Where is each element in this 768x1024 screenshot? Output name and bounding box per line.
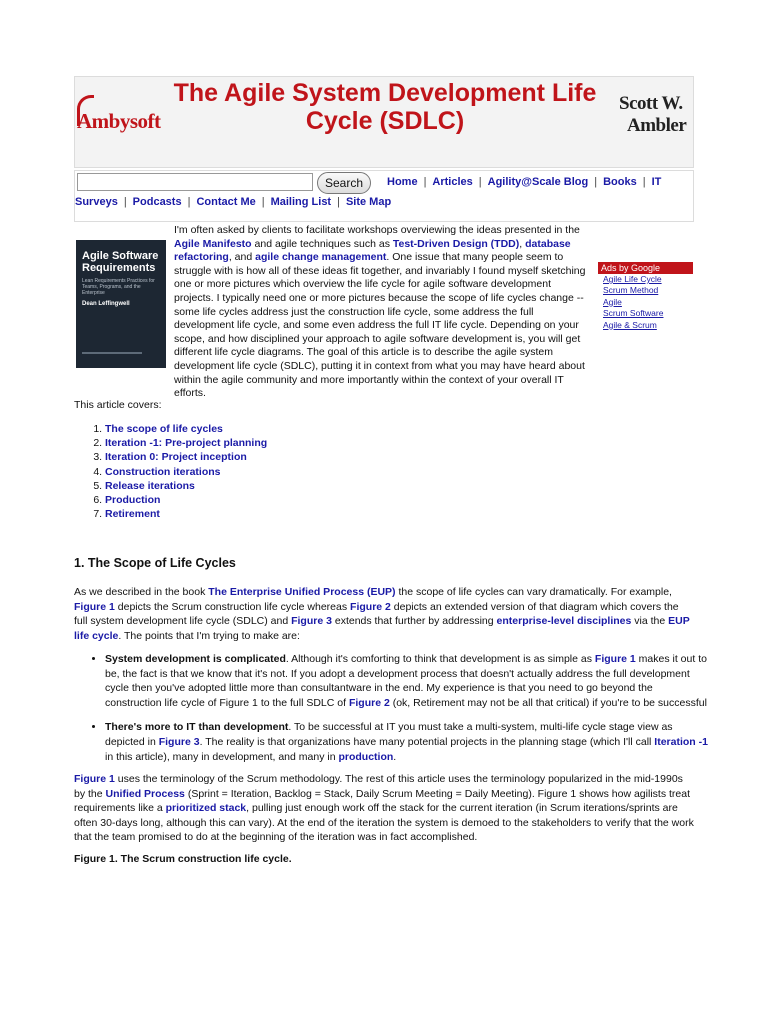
nav-link-books[interactable]: Books — [603, 176, 637, 188]
nav-link-blog[interactable]: Agility@Scale Blog — [487, 176, 589, 188]
section-heading-scope: 1. The Scope of Life Cycles — [74, 556, 236, 570]
link-agile-manifesto[interactable]: Agile Manifesto — [174, 237, 252, 250]
ad-item — [603, 320, 693, 331]
link-production[interactable]: production — [338, 750, 394, 763]
link-figure-2[interactable]: Figure 2 — [350, 600, 391, 613]
link-figure-3[interactable]: Figure 3 — [158, 735, 200, 748]
search-button[interactable]: Search — [317, 172, 371, 194]
link-figure-1[interactable]: Figure 1 — [594, 653, 636, 665]
toc-item — [105, 507, 267, 521]
toc-link-iteration-0[interactable]: Iteration 0: Project inception — [105, 451, 247, 464]
nav-link-contact[interactable]: Contact Me — [196, 196, 256, 208]
ads-heading[interactable]: Ads by Google — [598, 262, 693, 274]
link-figure-1[interactable]: Figure 1 — [74, 773, 115, 785]
toc-link-iteration-minus1[interactable]: Iteration -1: Pre-project planning — [105, 437, 268, 450]
link-database-refactoring[interactable]: database refactoring — [174, 237, 571, 264]
book-subtitle: Lean Requirements Practices for Teams, Programs, and the Enterprise — [82, 278, 155, 296]
list-item: • There's more to IT than development. To be successful at IT you must take a multi-system, multi-life cycle stage view as depicted in Figure 3. The reality is that organizations have many potential projects in the planning stage (which I'll call Iteration -1 in this article), many in development, and many in production. — [105, 720, 709, 764]
link-prioritized-stack[interactable]: prioritized stack — [165, 802, 247, 815]
scott-ambler-logo[interactable] — [615, 91, 693, 151]
scrum-terminology-paragraph: Figure 1 uses the terminology of the Scrum methodology. The rest of this article uses the terminology popularized in the mid-1990s by the Unified Process (Sprint = Iteration, Backlog = Stack, Daily Scrum Meeting = Daily Meeting). Figure 1 shows how agilists treat requirements like a prioritized stack, pulling just enough work off the stack for the current iteration (in Scrum iterations/sprints are often 30-days long, although this can vary). At the end of the iteration the system is demoed to the stakeholders to verify that the work that the team promised to do at the beginning of the iteration was in fact accomplished. — [74, 773, 694, 844]
ads-list — [598, 274, 693, 331]
nav-link-it-surveys-part1[interactable]: IT — [651, 176, 662, 188]
page-header — [74, 76, 694, 168]
search-input[interactable] — [77, 173, 313, 191]
book-cover-ad[interactable] — [76, 240, 166, 368]
ad-link-agile-life-cycle[interactable]: Agile Life Cycle — [603, 274, 662, 284]
nav-link-site-map[interactable]: Site Map — [345, 196, 392, 208]
nav-link-articles[interactable]: Articles — [432, 176, 473, 188]
ad-link-agile[interactable]: Agile — [603, 296, 622, 307]
ad-item — [603, 297, 693, 308]
list-item: • System development is complicated. Although it's comforting to think that development is as simple as Figure 1 makes it out to be, the fact is that we know that it's not. If you adopt a development process that doesn't actually address the full development cycle then you've adopted little more than consultantware in the end. My experience is that you need to go beyond the construction life cycle of Figure 1 to the full SDLC of Figure 2 (ok, Retirement may not be all that critical) if you're to be successful — [105, 652, 709, 710]
toc-item — [105, 479, 267, 493]
toc-link-construction[interactable]: Construction iterations — [105, 465, 221, 478]
scott-logo-line1: Scott W. — [619, 93, 683, 114]
toc-item — [105, 436, 267, 450]
ambysoft-logo-text: Ambysoft — [77, 109, 161, 133]
google-ads-box — [598, 262, 693, 331]
toc-item — [105, 493, 267, 507]
scope-paragraph: As we described in the book The Enterprise Unified Process (EUP) the scope of life cycles can vary dramatically. For example, Figure 1 depicts the Scrum construction life cycle whereas Figure 2 depicts an extended version of that diagram which covers the full system development life cycle (SDLC) and Figure 3 extends that further by addressing enterprise-level disciplines via the EUP life cycle. The points that I'm trying to make are: — [74, 586, 690, 642]
nav-link-podcasts[interactable]: Podcasts — [132, 196, 182, 208]
ad-link-scrum-method[interactable]: Scrum Method — [603, 285, 659, 296]
link-figure-3[interactable]: Figure 3 — [291, 615, 332, 628]
nav-link-mailing-list[interactable]: Mailing List — [270, 196, 332, 208]
nav-links-row1: Home | Articles | Agility@Scale Blog | Books | IT — [387, 176, 662, 188]
toc-item — [105, 465, 267, 479]
ambysoft-logo[interactable] — [75, 91, 161, 151]
ad-link-scrum-software[interactable]: Scrum Software — [603, 308, 664, 319]
scott-logo-line2: Ambler — [627, 115, 687, 136]
figure-caption: Figure 1. The Scrum construction life cycle. — [74, 853, 292, 865]
link-iteration-minus1[interactable]: Iteration -1 — [654, 735, 708, 748]
link-enterprise-disciplines[interactable]: enterprise-level disciplines — [496, 615, 632, 628]
ad-item — [603, 285, 693, 296]
intro-paragraph: I'm often asked by clients to facilitate workshops overviewing the ideas presented in the Agile Manifesto and agile techniques such as Test-Driven Design (TDD), database refactoring, and agile change management. One issue that many people seem to struggle with is how all of these ideas fit together, and invariably I found myself sketching one or more pictures which overview the life cycle for agile software development projects. I typically need one or more pictures because the scope of life cycles change -- some life cycles address just the construction life cycle, some address the full development life cycle, and some even address the full IT life cycle. Depending on your scope, and how disciplined your approach to agile software development is, you will get different life cycle diagrams. The goal of this article is to describe the agile system development life cycle (SDLC), putting it in context from what you may have heard about within the agile community and more importantly within the context of your overall IT efforts. — [174, 224, 586, 400]
ad-item — [603, 308, 693, 319]
nav-link-it-surveys-part2[interactable]: Surveys — [75, 196, 118, 208]
toc-link-release[interactable]: Release iterations — [105, 479, 195, 492]
nav-link-home[interactable]: Home — [387, 176, 418, 188]
link-tdd[interactable]: Test-Driven Design (TDD) — [392, 237, 520, 250]
link-unified-process[interactable]: Unified Process — [105, 787, 185, 800]
key-points-list — [92, 652, 709, 774]
book-author: Dean Leffingwell — [82, 301, 130, 307]
link-figure-1[interactable]: Figure 1 — [74, 600, 115, 613]
toc-item — [105, 422, 267, 436]
page-title: The Agile System Development Life Cycle (SDLC) — [173, 79, 597, 135]
link-eup-life-cycle[interactable]: EUP life cycle — [74, 615, 690, 642]
nav-bar — [74, 170, 694, 222]
toc-link-scope[interactable]: The scope of life cycles — [105, 423, 223, 435]
ad-link-agile-scrum[interactable]: Agile & Scrum — [603, 319, 657, 330]
link-agile-change-management[interactable]: agile change management — [255, 251, 387, 264]
toc-item — [105, 450, 267, 464]
link-eup-book[interactable]: The Enterprise Unified Process (EUP) — [208, 586, 396, 598]
toc-link-production[interactable]: Production — [105, 494, 161, 507]
table-of-contents — [74, 422, 267, 521]
link-figure-2[interactable]: Figure 2 — [348, 696, 390, 709]
toc-link-retirement[interactable]: Retirement — [105, 508, 160, 521]
article-covers-label: This article covers: — [74, 399, 162, 411]
book-divider — [82, 352, 142, 354]
nav-links-row2: Surveys | Podcasts | Contact Me | Mailing List | Site Map — [75, 196, 392, 208]
book-title: Agile Software Requirements — [82, 250, 159, 274]
ad-item — [603, 274, 693, 285]
